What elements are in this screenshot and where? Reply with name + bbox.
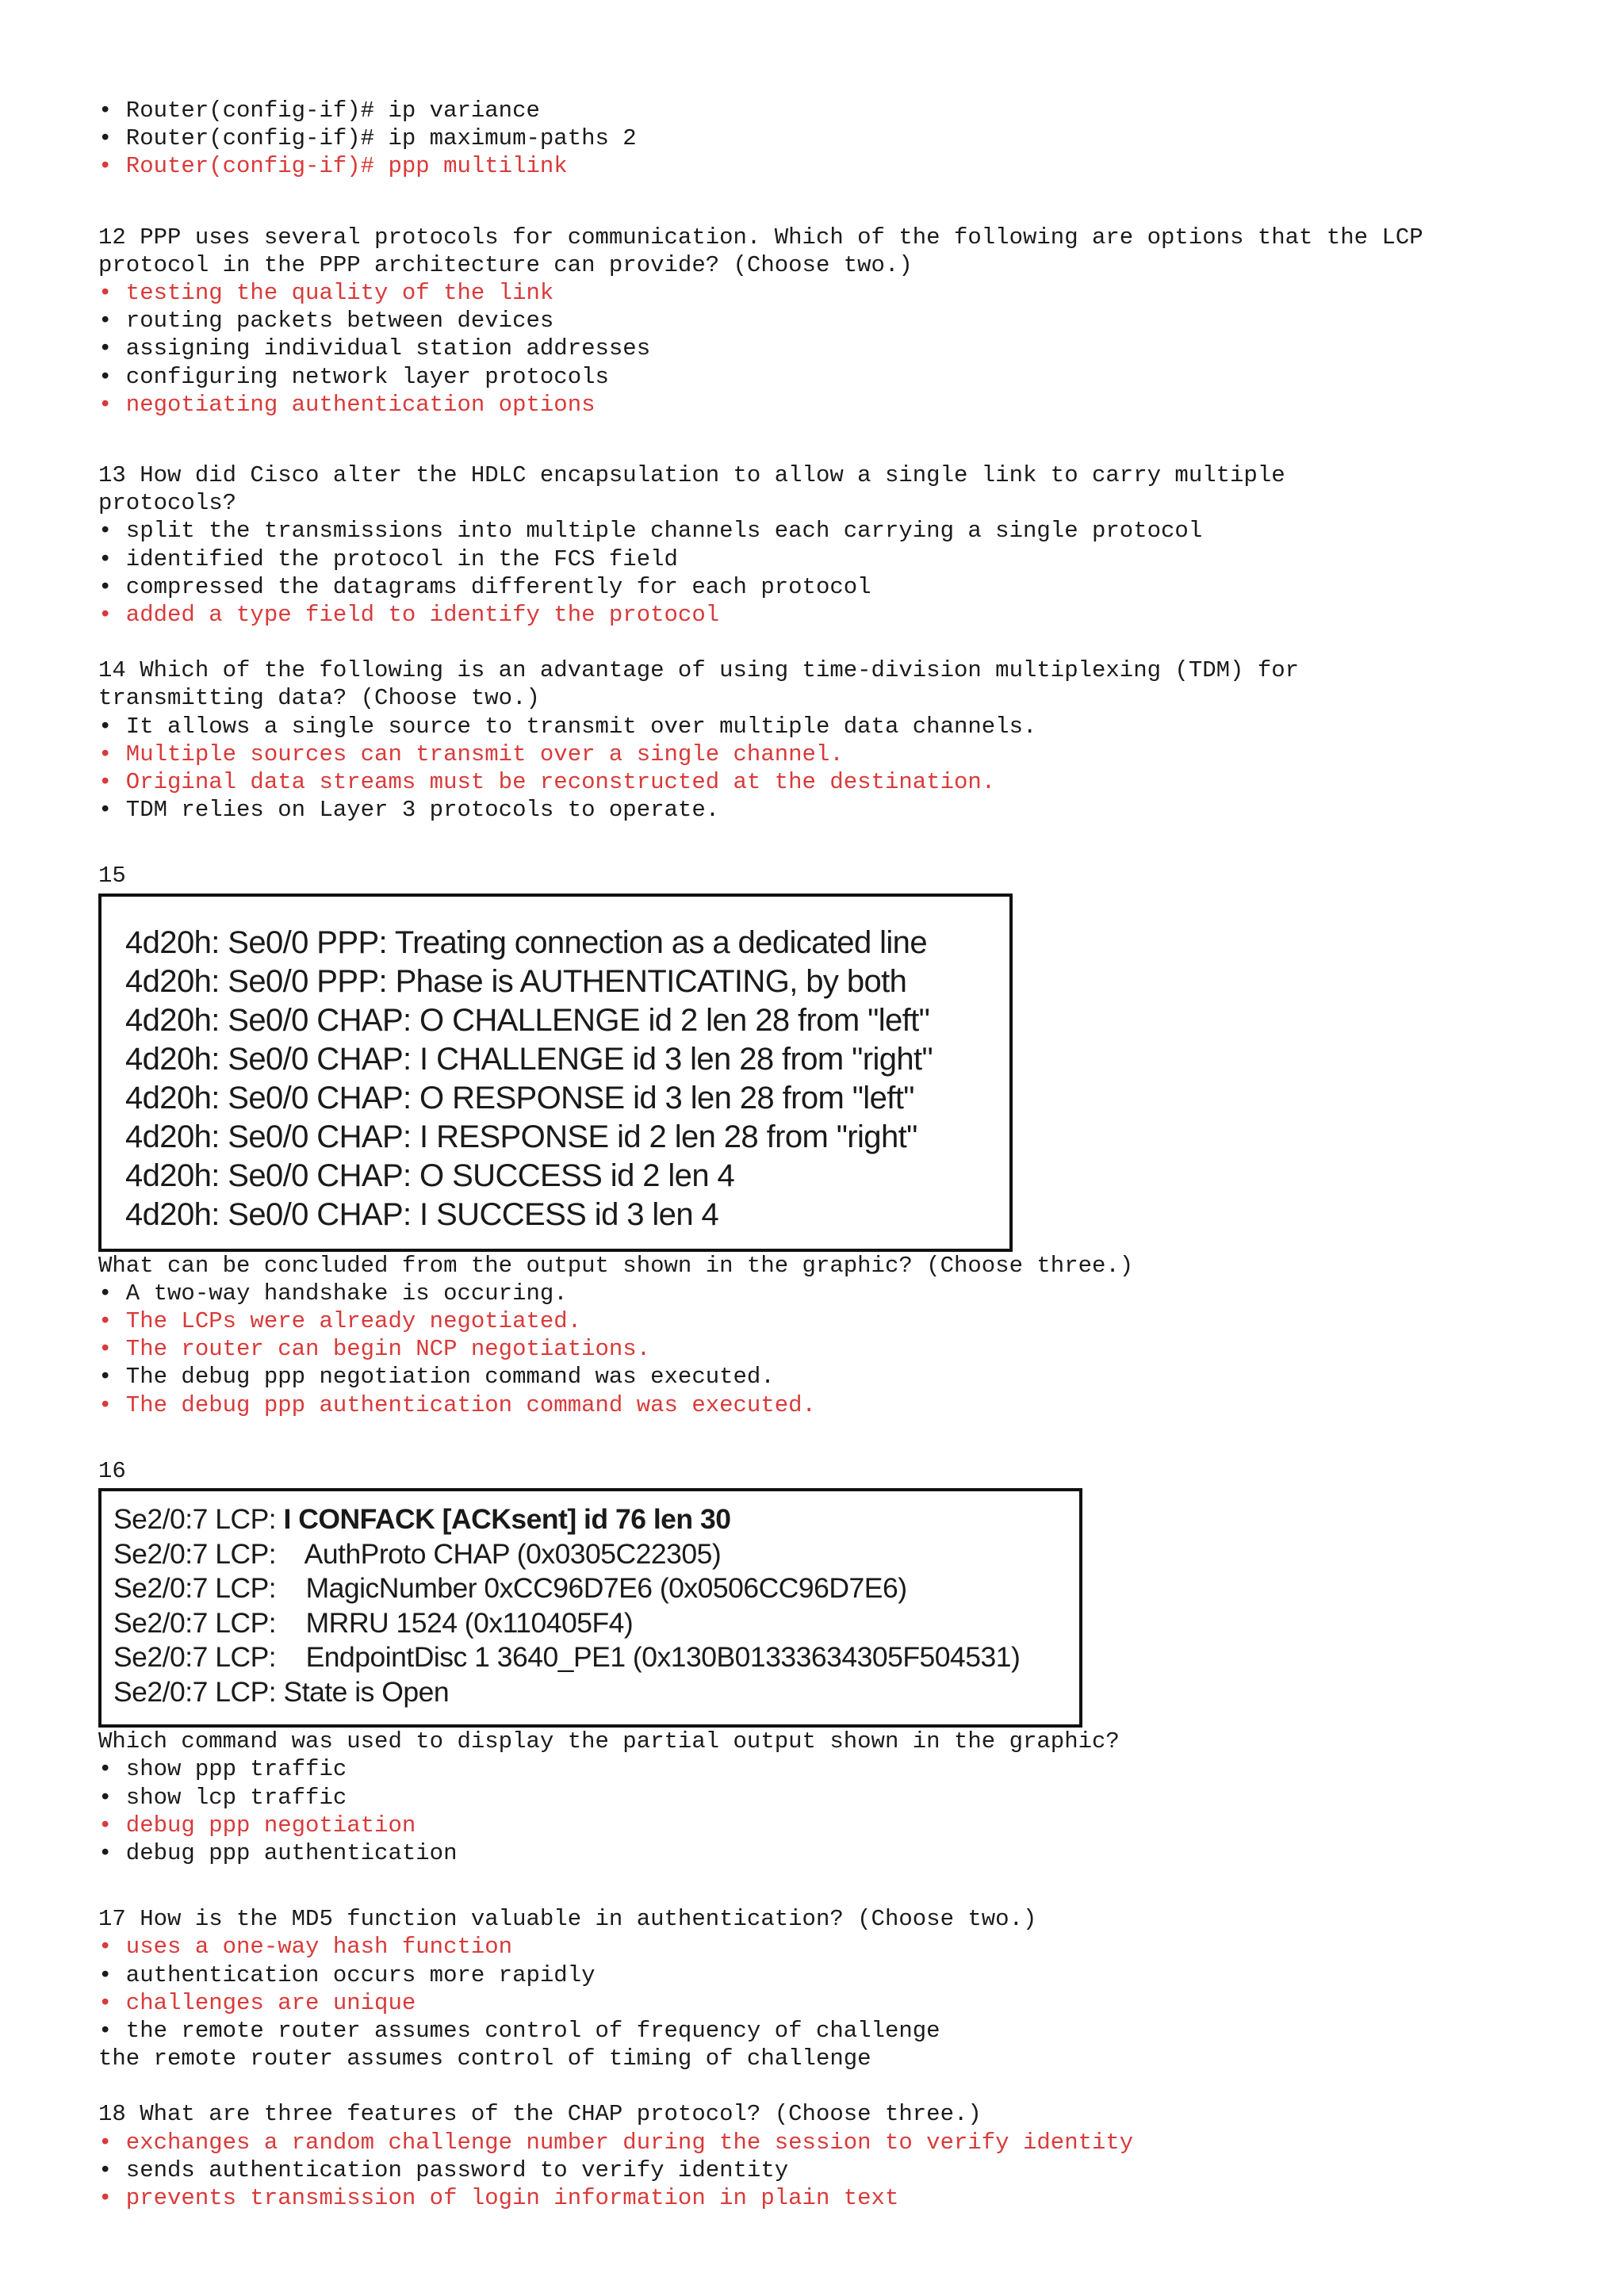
answer-option: • sends authentication password to verify identity: [98, 2156, 789, 2183]
correct-answer-option: • uses a one-way hash function: [98, 1934, 513, 1961]
figure-line: 4d20h: Se0/0 CHAP: O SUCCESS id 2 len 4: [125, 1158, 735, 1193]
correct-answer-option: • testing the quality of the link: [98, 280, 554, 307]
question-text: transmitting data? (Choose two.): [98, 685, 540, 712]
document-page: [98, 97, 1589, 2212]
answer-option: • show lcp traffic: [98, 1784, 347, 1811]
lcp-output-figure: [98, 1488, 1082, 1728]
answer-option: • A two-way handshake is occuring.: [98, 1280, 568, 1307]
correct-answer-option: • The debug ppp authentication command was executed.: [98, 1391, 816, 1418]
figure-line: 4d20h: Se0/0 CHAP: O CHALLENGE id 2 len 28 from "left": [125, 1002, 930, 1038]
question-12: [98, 224, 1589, 419]
answer-option: • assigning individual station addresses: [98, 335, 651, 362]
figure-line: [113, 1502, 1079, 1537]
correct-answer-option: • exchanges a random challenge number during the session to verify identity: [98, 2129, 1134, 2156]
question-text: 13 How did Cisco alter the HDLC encapsulation to allow a single link to carry multiple: [98, 462, 1285, 489]
question-16: [98, 1457, 1589, 1867]
debug-output-figure: [98, 894, 1013, 1252]
figure-line: 4d20h: Se0/0 CHAP: I SUCCESS id 3 len 4: [125, 1196, 719, 1232]
figure-line: 4d20h: Se0/0 PPP: Treating connection as a dedicated line: [125, 924, 927, 960]
answer-option: • the remote router assumes control of frequency of challenge: [98, 2017, 940, 2044]
answer-option: • show ppp traffic: [98, 1756, 347, 1783]
correct-answer-option: • The router can begin NCP negotiations.: [98, 1336, 651, 1363]
correct-answer-option: • negotiating authentication options: [98, 391, 596, 418]
top-options: [98, 97, 1589, 181]
correct-answer-option: • Multiple sources can transmit over a single channel.: [98, 740, 844, 767]
figure-line: Se2/0:7 LCP: MRRU 1524 (0x110405F4): [113, 1606, 634, 1639]
question-text: 17 How is the MD5 function valuable in authentication? (Choose two.): [98, 1906, 1037, 1933]
question-text: 12 PPP uses several protocols for communication. Which of the following are options that the LCP: [98, 224, 1423, 251]
figure-line: Se2/0:7 LCP: State is Open: [113, 1675, 450, 1708]
figure-line: 4d20h: Se0/0 PPP: Phase is AUTHENTICATING, by both: [125, 963, 907, 999]
answer-option: • configuring network layer protocols: [98, 363, 609, 390]
answer-option: • TDM relies on Layer 3 protocols to operate.: [98, 797, 720, 824]
figure-line-prefix: Se2/0:7 LCP:: [113, 1503, 284, 1536]
answer-option: • The debug ppp negotiation command was executed.: [98, 1364, 775, 1391]
question-number: 15: [98, 863, 126, 890]
question-text: protocols?: [98, 490, 237, 517]
question-text: What can be concluded from the output shown in the graphic? (Choose three.): [98, 1252, 1134, 1279]
figure-line: 4d20h: Se0/0 CHAP: I CHALLENGE id 3 len 28 from "right": [125, 1041, 933, 1077]
question-number: 16: [98, 1457, 126, 1484]
correct-answer-option: • Original data streams must be reconstructed at the destination.: [98, 769, 996, 796]
correct-answer-option: • added a type field to identify the protocol: [98, 602, 720, 629]
question-13: [98, 461, 1589, 629]
figure-line: 4d20h: Se0/0 CHAP: I RESPONSE id 2 len 28 from "right": [125, 1119, 917, 1154]
figure-line: Se2/0:7 LCP: AuthProto CHAP (0x0305C22305): [113, 1537, 722, 1570]
question-18: [98, 2100, 1589, 2212]
answer-option: • Router(config-if)# ip variance: [98, 98, 540, 124]
answer-option: • debug ppp authentication: [98, 1839, 458, 1866]
question-14: [98, 656, 1589, 824]
figure-line-bold: I CONFACK [ACKsent] id 76 len 30: [283, 1503, 731, 1536]
question-text: Which command was used to display the partial output shown in the graphic?: [98, 1728, 1120, 1755]
question-17: [98, 1905, 1589, 2072]
correct-answer-option: • challenges are unique: [98, 1989, 416, 2016]
answer-option: • It allows a single source to transmit over multiple data channels.: [98, 713, 1037, 740]
question-text: protocol in the PPP architecture can provide? (Choose two.): [98, 251, 913, 278]
question-text: 14 Which of the following is an advantage of using time-division multiplexing (TDM) for: [98, 657, 1300, 684]
figure-line: Se2/0:7 LCP: EndpointDisc 1 3640_PE1 (0x130B01333634305F504531): [113, 1641, 1021, 1674]
answer-option: • Router(config-if)# ip maximum-paths 2: [98, 125, 637, 152]
answer-option: • routing packets between devices: [98, 308, 554, 335]
correct-answer-option: • The LCPs were already negotiated.: [98, 1308, 582, 1335]
question-15: [98, 862, 1589, 1418]
answer-option: • split the transmissions into multiple channels each carrying a single protocol: [98, 518, 1203, 545]
figure-line: Se2/0:7 LCP: MagicNumber 0xCC96D7E6 (0x0506CC96D7E6): [113, 1572, 907, 1605]
answer-option: • compressed the datagrams differently for each protocol: [98, 573, 871, 600]
answer-option: the remote router assumes control of timing of challenge: [98, 2045, 871, 2072]
answer-option: • authentication occurs more rapidly: [98, 1961, 596, 1988]
correct-answer-option: • Router(config-if)# ppp multilink: [98, 153, 568, 180]
question-text: 18 What are three features of the CHAP protocol? (Choose three.): [98, 2101, 982, 2128]
answer-option: • identified the protocol in the FCS field: [98, 545, 678, 572]
figure-line: 4d20h: Se0/0 CHAP: O RESPONSE id 3 len 28 from "left": [125, 1080, 914, 1115]
correct-answer-option: • debug ppp negotiation: [98, 1812, 416, 1839]
correct-answer-option: • prevents transmission of login information in plain text: [98, 2184, 899, 2211]
